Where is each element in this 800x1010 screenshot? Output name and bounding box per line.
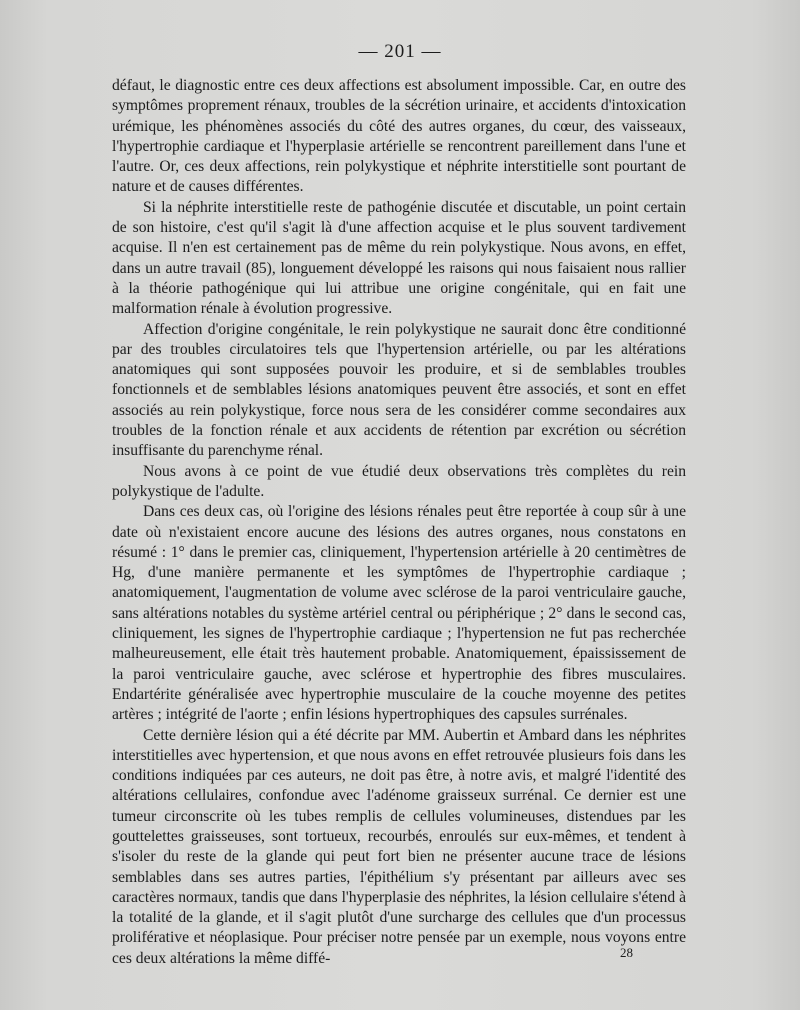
paragraph: Cette dernière lésion qui a été décrite par MM. Aubertin et Ambard dans les néphrites interstitielles avec hypertension, et que nous avons en effet retrouvée plusieurs fois dans les conditions indiquées par ces auteurs, ne doit pas être, à notre avis, et malgré l'identité des altérations cellulaires, confondue avec l'adénome graisseux surrénal. Ce dernier est une tumeur circonscrite où les tubes remplis de cellules volumineuses, distendues par les gouttelettes graisseuses, sont tortueux, recourbés, enroulés sur eux-mêmes, et tendent à s'isoler du reste de la glande qui peut fort bien ne présenter aucune trace de lésions semblables dans ses autres parties, l'épithélium s'y présentant par ailleurs avec ses caractères normaux, tandis que dans l'hyperplasie des néphrites, la lésion cellulaire s'étend à la totalité de la glande, et il s'agit plutôt d'une surcharge des cellules que d'un processus proliférative et néoplasique. Pour préciser notre pensée par un exemple, nous voyons entre ces deux altérations la même diffé- [112, 726, 686, 967]
page-number: — 201 — [358, 41, 442, 62]
paragraph: Nous avons à ce point de vue étudié deux observations très complètes du rein polykystique de l'adulte. [112, 462, 686, 500]
paragraph: défaut, le diagnostic entre ces deux affections est absolument impossible. Car, en outre des symptômes proprement rénaux, troubles de la sécrétion urinaire, et accidents d'intoxication urémique, les phénomènes associés du côté des autres organes, du cœur, des vaisseaux, l'hypertrophie cardiaque et l'hyperplasie artérielle se rencontrent pareillement dans l'une et l'autre. Or, ces deux affections, rein polykystique et néphrite interstitielle sont pourtant de nature et de causes différentes. [112, 77, 686, 196]
paragraph: Si la néphrite interstitielle reste de pathogénie discutée et discutable, un point certain de son histoire, c'est qu'il s'agit là d'une affection acquise et le plus souvent tardivement acquise. Il n'en est certainement pas de même du rein polykystique. Nous avons, en effet, dans un autre travail (85), longuement développé les raisons qui nous faisaient nous rallier à la théorie pathogénique qui lui attribue une origine congénitale, qui en fait une malformation rénale à évolution progressive. [112, 198, 686, 318]
printer-signature-mark: 28 [620, 945, 633, 960]
paragraph: Affection d'origine congénitale, le rein polykystique ne saurait donc être conditionné par des troubles circulatoires tels que l'hypertension artérielle, ou par les altérations anatomiques qui sont supposées pouvoir les produire, et si de semblables troubles fonctionnels et de semblables lésions anatomiques peuvent être associés, et sont en effet associés au rein polykystique, force nous sera de les considérer comme secondaires aux troubles de la fonction rénale et aux accidents de rétention par excrétion ou sécrétion insuffisante du parenchyme rénal. [112, 320, 686, 460]
body-text [112, 76, 686, 969]
paragraph: Dans ces deux cas, où l'origine des lésions rénales peut être reportée à coup sûr à une date où n'existaient encore aucune des lésions des autres organes, nous constatons en résumé : 1° dans le premier cas, cliniquement, l'hypertension artérielle à 20 centimètres de Hg, d'une manière permanente et les symptômes de l'hypertrophie cardiaque ; anatomiquement, l'augmentation de volume avec sclérose de la paroi ventriculaire gauche, sans altérations notables du système artériel central ou périphérique ; 2° dans le second cas, cliniquement, les signes de l'hypertrophie cardiaque ; l'hypertension ne fut pas recherchée malheureusement, elle était très hautement probable. Anatomiquement, épaississement de la paroi ventriculaire gauche, avec sclérose et hypertrophie des fibres musculaires. Endartérite généralisée avec hypertrophie musculaire de la couche moyenne des petites artères ; intégrité de l'aorte ; enfin lésions hypertrophiques des capsules surrénales. [112, 503, 686, 724]
